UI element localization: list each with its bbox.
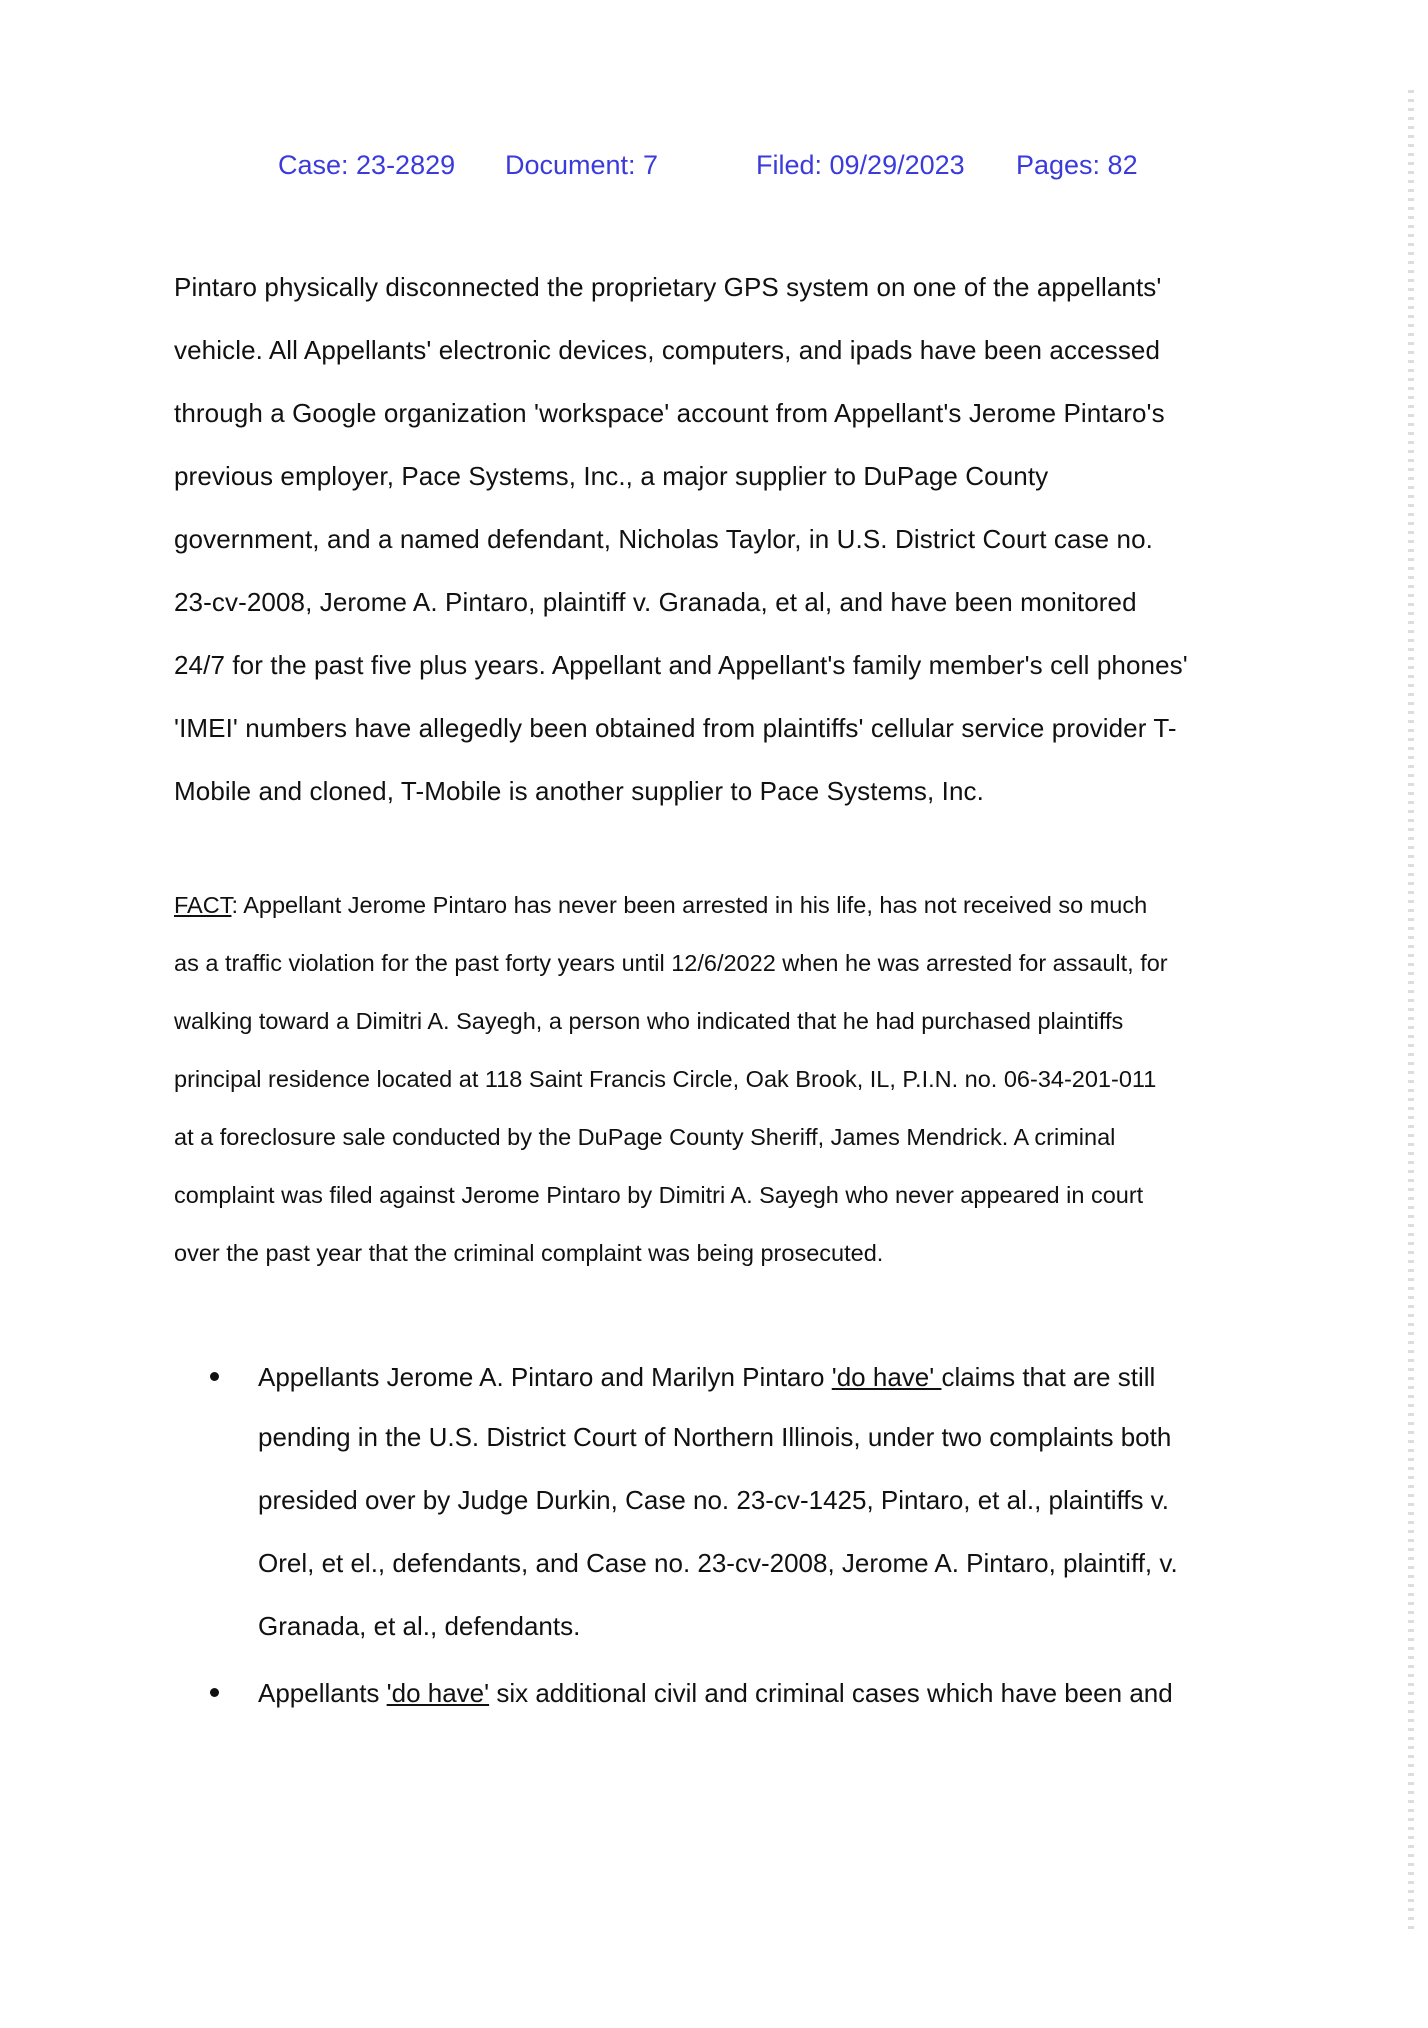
bullet-dot-icon [210, 1372, 219, 1381]
text-line [174, 876, 1264, 934]
text-line: previous employer, Pace Systems, Inc., a major supplier to DuPage County [174, 461, 1049, 491]
fact-paragraph [174, 876, 1264, 1282]
text-line: over the past year that the criminal complaint was being prosecuted. [174, 1240, 884, 1266]
text-line [258, 1348, 1264, 1406]
text-line: walking toward a Dimitri A. Sayegh, a person who indicated that he had purchased plaintiffs [174, 1008, 1124, 1034]
text-line: Orel, et el., defendants, and Case no. 23-cv-2008, Jerome A. Pintaro, plaintiff, v. [258, 1548, 1178, 1578]
header-document-number: Document: 7 [505, 150, 659, 180]
text-line: 'IMEI' numbers have allegedly been obtained from plaintiffs' cellular service provider T- [174, 713, 1177, 743]
bullet-list [174, 1348, 1264, 1722]
text-line: Mobile and cloned, T-Mobile is another supplier to Pace Systems, Inc. [174, 776, 984, 806]
text-line: government, and a named defendant, Nicholas Taylor, in U.S. District Court case no. [174, 524, 1153, 554]
text-line: 23-cv-2008, Jerome A. Pintaro, plaintiff v. Granada, et al, and have been monitored [174, 587, 1137, 617]
underlined-emphasis: 'do have' [386, 1678, 490, 1708]
bullet-item-pending-claims [174, 1348, 1264, 1658]
fact-label: FACT [174, 892, 232, 918]
bullet-item-additional-cases [174, 1664, 1264, 1722]
text-line: vehicle. All Appellants' electronic devices, computers, and ipads have been accessed [174, 335, 1161, 365]
text-line: complaint was filed against Jerome Pintaro by Dimitri A. Sayegh who never appeared in court [174, 1182, 1144, 1208]
text-line: principal residence located at 118 Saint Francis Circle, Oak Brook, IL, P.I.N. no. 06-34-201-011 [174, 1066, 1157, 1092]
bullet-text: Appellants [258, 1678, 387, 1708]
bullet-text: claims that are still [941, 1362, 1156, 1392]
text-line: as a traffic violation for the past forty years until 12/6/2022 when he was arrested for assault, for [174, 950, 1168, 976]
fact-first-line-text: : Appellant Jerome Pintaro has never been arrested in his life, has not received so much [231, 892, 1148, 918]
text-line: presided over by Judge Durkin, Case no. 23-cv-1425, Pintaro, et al., plaintiffs v. [258, 1485, 1169, 1515]
bullet-text: Appellants Jerome A. Pintaro and Marilyn Pintaro [258, 1362, 832, 1392]
underlined-emphasis: 'do have' [831, 1362, 942, 1392]
text-line: through a Google organization 'workspace' account from Appellant's Jerome Pintaro's [174, 398, 1165, 428]
header-filed-date: Filed: 09/29/2023 [756, 150, 965, 180]
header-case-number: Case: 23-2829 [278, 150, 456, 180]
court-filing-header [0, 150, 1428, 190]
text-line: pending in the U.S. District Court of Northern Illinois, under two complaints both [258, 1422, 1172, 1452]
body-paragraph-1 [174, 256, 1264, 823]
text-line [258, 1664, 1264, 1722]
text-line: Pintaro physically disconnected the proprietary GPS system on one of the appellants' [174, 272, 1162, 302]
text-line: at a foreclosure sale conducted by the DuPage County Sheriff, James Mendrick. A criminal [174, 1124, 1116, 1150]
text-line: 24/7 for the past five plus years. Appellant and Appellant's family member's cell phones' [174, 650, 1188, 680]
bullet-dot-icon [210, 1688, 219, 1697]
text-line: Granada, et al., defendants. [258, 1611, 581, 1641]
bullet-text: six additional civil and criminal cases which have been and [489, 1678, 1173, 1708]
scan-edge-artifact [1408, 90, 1414, 1930]
header-page-count: Pages: 82 [1016, 150, 1138, 180]
